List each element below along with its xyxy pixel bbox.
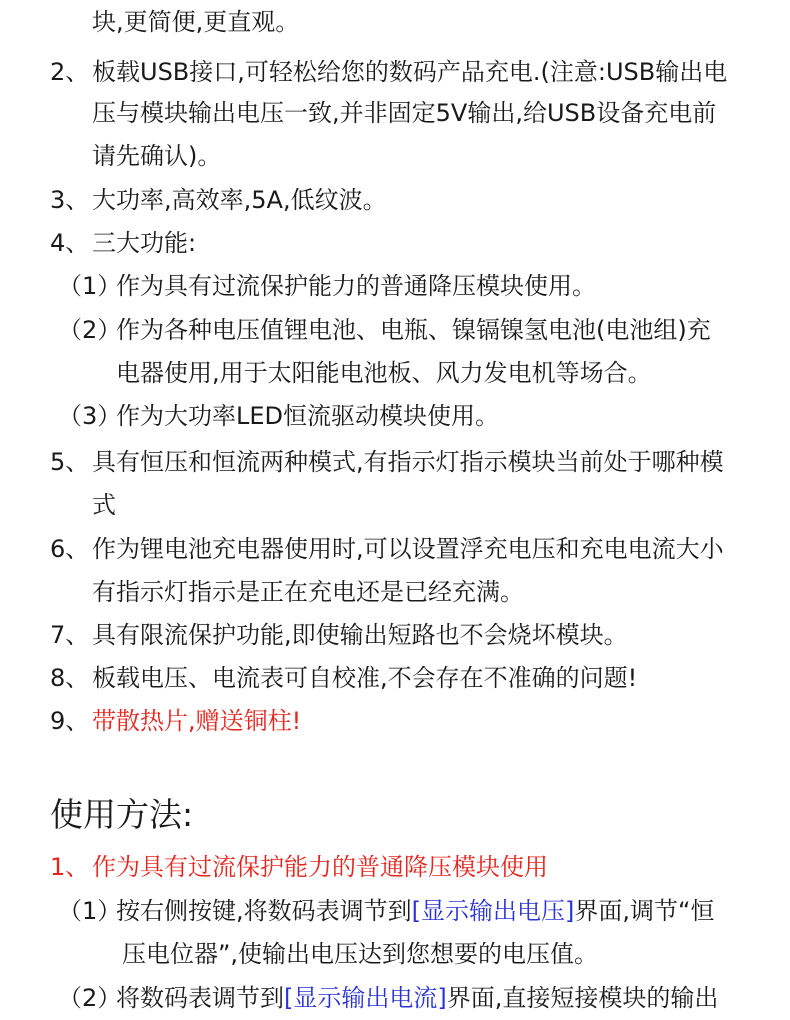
- usage-substep-1-line1: [116, 895, 714, 927]
- usage-substep-1-text-a: 按右侧按键,将数码表调节到: [116, 897, 412, 925]
- function-1-text: 作为具有过流保护能力的普通降压模块使用。: [116, 272, 596, 300]
- function-3-text: 作为大功率LED恒流驱动模块使用。: [116, 402, 500, 430]
- usage-step-1-title: 作为具有过流保护能力的普通降压模块使用: [92, 853, 548, 881]
- usage-substep-2-text-a: 将数码表调节到: [116, 984, 284, 1012]
- feature-3-text: 大功率,高效率,5A,低纹波。: [92, 186, 387, 214]
- feature-4-number: 4、: [50, 229, 90, 257]
- function-1-number: （1）: [58, 272, 122, 300]
- feature-1-text: 块,更简便,更直观。: [92, 8, 300, 36]
- usage-step-1-number: 1、: [50, 853, 90, 881]
- display-output-current-link: [显示输出电流]: [284, 984, 447, 1012]
- feature-2-text-line2: 压与模块输出电压一致,并非固定5V输出,给USB设备充电前: [92, 99, 717, 127]
- feature-2-text-line1: 板载USB接口,可轻松给您的数码产品充电.(注意:USB输出电: [92, 58, 728, 86]
- feature-3-number: 3、: [50, 186, 90, 214]
- usage-substep-1-number: （1）: [58, 897, 122, 925]
- feature-8-number: 8、: [50, 664, 90, 692]
- function-2-text-line1: 作为各种电压值锂电池、电瓶、镍镉镍氢电池(电池组)充: [116, 316, 711, 344]
- feature-7-number: 7、: [50, 621, 90, 649]
- feature-2-text-line3: 请先确认)。: [92, 142, 222, 170]
- feature-9-number: 9、: [50, 707, 90, 735]
- feature-6-number: 6、: [50, 535, 90, 563]
- feature-6-text-line2: 有指示灯指示是正在充电还是已经充满。: [92, 578, 524, 606]
- feature-9-text: 带散热片,赠送铜柱!: [92, 707, 302, 735]
- usage-substep-2-number: （2）: [58, 984, 122, 1012]
- feature-8-text: 板载电压、电流表可自校准,不会存在不准确的问题!: [92, 664, 638, 692]
- feature-2-number: 2、: [50, 58, 90, 86]
- usage-substep-1-text-line2: 压电位器”,使输出电压达到您想要的电压值。: [122, 940, 599, 968]
- feature-6-text-line1: 作为锂电池充电器使用时,可以设置浮充电压和充电电流大小: [92, 535, 724, 563]
- feature-5-text-line2: 式: [92, 491, 116, 519]
- usage-substep-2-text-b: 界面,直接短接模块的输出: [446, 984, 719, 1012]
- usage-substep-2-line1: [116, 982, 718, 1014]
- usage-heading: 使用方法:: [50, 795, 194, 834]
- display-output-voltage-link: [显示输出电压]: [411, 897, 575, 925]
- feature-4-text: 三大功能:: [92, 229, 197, 257]
- usage-substep-1-text-b: 界面,调节“恒: [574, 897, 715, 925]
- function-3-number: （3）: [58, 402, 122, 430]
- function-2-number: （2）: [58, 316, 122, 344]
- function-2-text-line2: 电器使用,用于太阳能电池板、风力发电机等场合。: [116, 359, 652, 387]
- feature-5-text-line1: 具有恒压和恒流两种模式,有指示灯指示模块当前处于哪种模: [92, 448, 724, 476]
- feature-5-number: 5、: [50, 448, 90, 476]
- feature-7-text: 具有限流保护功能,即使输出短路也不会烧坏模块。: [92, 621, 628, 649]
